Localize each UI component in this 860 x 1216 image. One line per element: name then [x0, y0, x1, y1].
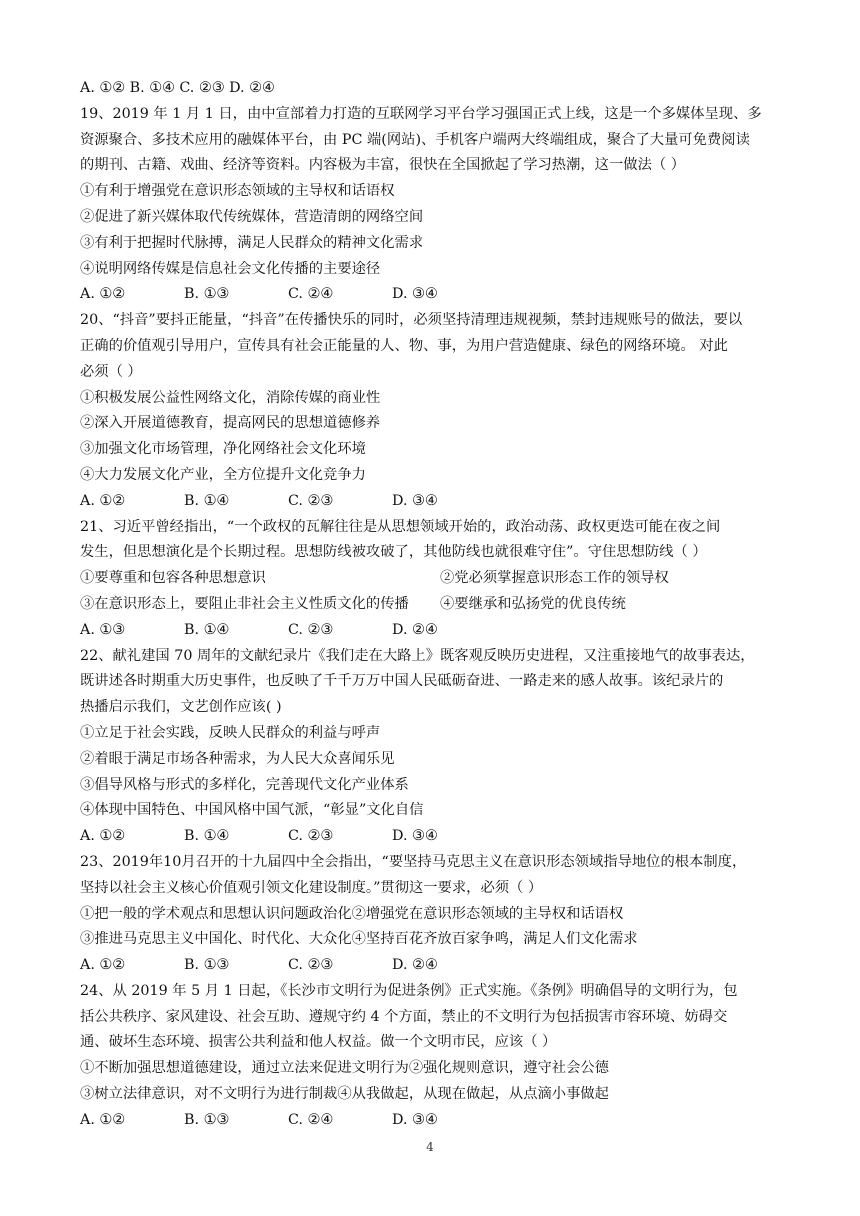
option-b: B. ①④	[184, 492, 230, 509]
statement-item: ④大力发展文化产业，全方位提升文化竞争力	[80, 466, 366, 483]
statement-item: ①要尊重和包容各种思想意识	[80, 570, 266, 587]
option-c: C. ②③	[288, 492, 334, 509]
question-24	[80, 979, 780, 1134]
question-22	[80, 644, 780, 850]
question-text-line: 必须（ ）	[80, 363, 142, 380]
question-text-line: 括公共秩序、家风建设、社会互助、遵规守约 4 个方面，禁止的不文明行为包括损害市容环境、妨碍交	[80, 1008, 728, 1025]
option-c: C. ②③	[288, 621, 334, 638]
question-text-line: 热播启示我们，文艺创作应该( )	[80, 699, 282, 716]
answer-options	[80, 953, 780, 979]
question-text-line: 21、习近平曾经指出，“一个政权的瓦解往往是从思想领域开始的，政治动荡、政权更迭可能在夜之间	[80, 518, 721, 535]
statement-item: ①有利于增强党在意识形态领域的主导权和话语权	[80, 183, 395, 200]
statement-item: ④说明网络传媒是信息社会文化传播的主要途径	[80, 260, 381, 277]
answer-options	[80, 1108, 780, 1134]
option-d: D. ③④	[392, 1111, 438, 1128]
page-content	[80, 76, 780, 1134]
option-c: C. ②④	[288, 1111, 334, 1128]
question-19	[80, 102, 780, 308]
question-20	[80, 308, 780, 514]
statement-item: ②深入开展道德教育，提高网民的思想道德修养	[80, 415, 381, 432]
option-b: B. ①③	[184, 957, 230, 974]
page-number: 4	[426, 1140, 434, 1154]
question-text-line: 20、“抖音”要抖正能量，“抖音”在传播快乐的同时，必须坚持清理违规视频，禁封违规账号的做法，要以	[80, 312, 743, 329]
option-d: D. ②④	[392, 957, 438, 974]
statement-item: ④体现中国特色、中国风格中国气派，“彰显”文化自信	[80, 802, 424, 819]
option-a: A. ①②	[80, 1111, 126, 1128]
answer-options	[80, 489, 780, 515]
question-text-line: 24、从 2019 年 5 月 1 日起，《长沙市文明行为促进条例》正式实施。《条例》明确倡导的文明行为，包	[80, 982, 738, 999]
option-c: C. ②③	[288, 828, 334, 845]
statement-item: ①把一般的学术观点和思想认识问题政治化②增强党在意识形态领域的主导权和话语权	[80, 905, 624, 922]
statement-item: ②促进了新兴媒体取代传统媒体，营造清朗的网络空间	[80, 208, 424, 225]
option-a: A. ①③	[80, 621, 126, 638]
question-23	[80, 850, 780, 979]
question-text-line: 坚持以社会主义核心价值观引领文化建设制度。”贯彻这一要求，必须（ ）	[80, 879, 543, 896]
option-d: D. ③④	[392, 286, 438, 303]
statement-item: ③在意识形态上，要阻止非社会主义性质文化的传播	[80, 595, 409, 612]
question-text-line: 23、2019年10月召开的十九届四中全会指出，“要坚持马克思主义在意识形态领域指导地位的根本制度，	[80, 853, 747, 870]
question-text-line: 正确的价值观引导用户，宣传具有社会正能量的人、物、事，为用户营造健康、绿色的网络环境。 对此	[80, 337, 728, 354]
option-d: D. ③④	[392, 828, 438, 845]
statement-item: ③有利于把握时代脉搏，满足人民群众的精神文化需求	[80, 234, 424, 251]
question-text-line: 既讲述各时期重大历史事件，也反映了千千万万中国人民砥砺奋进、一路走来的感人故事。该纪录片的	[80, 673, 724, 690]
question-text-line: 22、献礼建国 70 周年的文献纪录片《我们走在大路上》既客观反映历史进程，又注重接地气的故事表达，	[80, 647, 755, 664]
question-text-line: 资源聚合、多技术应用的融媒体平台，由 PC 端(网站)、手机客户端两大终端组成，聚合了大量可免费阅读	[80, 131, 750, 148]
statement-item: ③倡导风格与形式的多样化，完善现代文化产业体系	[80, 776, 409, 793]
option-d: D. ②④	[392, 621, 438, 638]
statement-item: ④要继承和弘扬党的优良传统	[440, 595, 626, 612]
question-text-line: 的期刊、古籍、戏曲、经济等资料。内容极为丰富，很快在全国掀起了学习热潮，这一做法（ ）	[80, 157, 686, 174]
option-a: A. ①②	[80, 828, 126, 845]
answer-options	[80, 824, 780, 850]
question-text-line: 19、2019 年 1 月 1 日，由中宣部着力打造的互联网学习平台学习强国正式上线，这是一个多媒体呈现、多	[80, 105, 762, 122]
option-a: A. ①②	[80, 492, 126, 509]
option-b: B. ①④	[184, 828, 230, 845]
statement-item: ③推进马克思主义中国化、时代化、大众化④坚持百花齐放百家争鸣，满足人们文化需求	[80, 931, 638, 948]
statement-item: ①不断加强思想道德建设，通过立法来促进文明行为②强化规则意识，遵守社会公德	[80, 1060, 609, 1077]
statement-item: ②党必须掌握意识形态工作的领导权	[440, 570, 669, 587]
answer-options	[80, 618, 780, 644]
statement-item: ③树立法律意识，对不文明行为进行制裁④从我做起，从现在做起，从点滴小事做起	[80, 1086, 609, 1103]
question-21	[80, 515, 780, 644]
statement-row	[80, 592, 780, 618]
statement-item: ③加强文化市场管理，净化网络社会文化环境	[80, 441, 366, 458]
answer-options	[80, 282, 780, 308]
question-text-line: 发生，但思想演化是个长期过程。思想防线被攻破了，其他防线也就很难守住”。守住思想防线（ ）	[80, 544, 707, 561]
statement-row	[80, 566, 780, 592]
question-text-line: 通、破坏生态环境、损害公共利益和他人权益。做一个文明市民，应该（ ）	[80, 1034, 557, 1051]
option-d: D. ③④	[392, 492, 438, 509]
option-b: B. ①③	[184, 1111, 230, 1128]
answer-options-prev: A. ①② B. ①④ C. ②③ D. ②④	[80, 80, 275, 96]
option-b: B. ①④	[184, 621, 230, 638]
option-c: C. ②④	[288, 286, 334, 303]
statement-item: ①积极发展公益性网络文化，消除传媒的商业性	[80, 389, 381, 406]
option-b: B. ①③	[184, 286, 230, 303]
option-c: C. ②③	[288, 957, 334, 974]
statement-item: ②着眼于满足市场各种需求，为人民大众喜闻乐见	[80, 750, 395, 767]
option-a: A. ①②	[80, 957, 126, 974]
statement-item: ①立足于社会实践，反映人民群众的利益与呼声	[80, 724, 381, 741]
option-a: A. ①②	[80, 286, 126, 303]
